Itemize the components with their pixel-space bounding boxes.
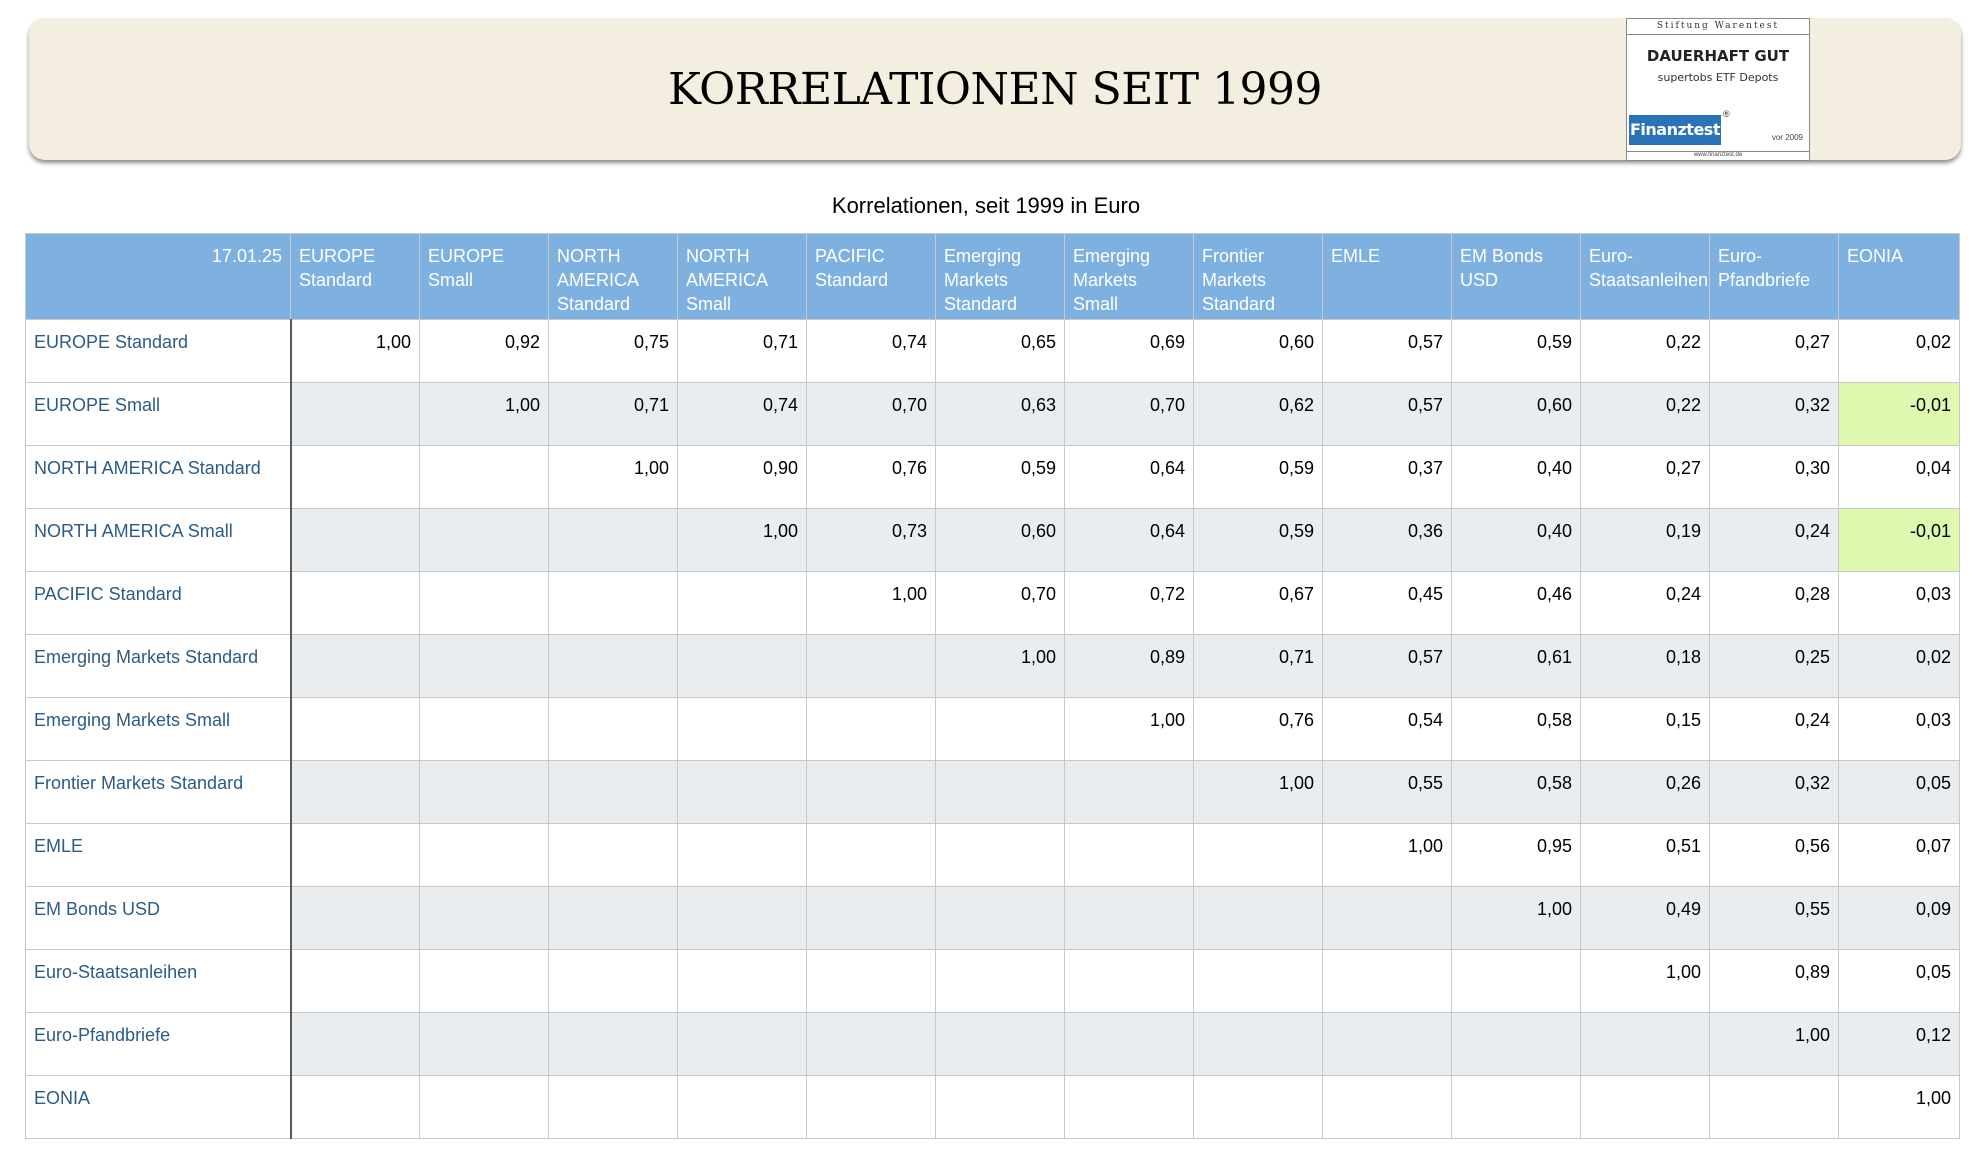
correlation-cell: 1,00 — [807, 572, 936, 635]
correlation-cell — [420, 950, 549, 1013]
correlation-cell: 0,59 — [1452, 320, 1581, 383]
correlation-cell: 1,00 — [1581, 950, 1710, 1013]
correlation-cell: 0,54 — [1323, 698, 1452, 761]
column-header: EMLE — [1323, 234, 1452, 320]
correlation-cell — [549, 509, 678, 572]
row-label: EONIA — [26, 1076, 291, 1139]
row-label: PACIFIC Standard — [26, 572, 291, 635]
correlation-cell — [549, 572, 678, 635]
correlation-cell — [1323, 950, 1452, 1013]
column-header: Frontier Markets Standard — [1194, 234, 1323, 320]
correlation-cell — [807, 950, 936, 1013]
correlation-cell: 0,59 — [1194, 446, 1323, 509]
correlation-cell — [549, 950, 678, 1013]
correlation-cell — [291, 887, 420, 950]
correlation-cell — [291, 383, 420, 446]
correlation-cell: 0,69 — [1065, 320, 1194, 383]
table-row — [26, 383, 1960, 446]
table-row — [26, 446, 1960, 509]
correlation-cell — [936, 1013, 1065, 1076]
row-label: NORTH AMERICA Standard — [26, 446, 291, 509]
correlation-cell — [678, 1076, 807, 1139]
correlation-cell: 1,00 — [1452, 887, 1581, 950]
correlation-cell: 1,00 — [291, 320, 420, 383]
correlation-cell: 0,65 — [936, 320, 1065, 383]
row-label: EUROPE Standard — [26, 320, 291, 383]
correlation-cell: 1,00 — [1065, 698, 1194, 761]
correlation-cell — [549, 824, 678, 887]
column-header: NORTH AMERICA Standard — [549, 234, 678, 320]
table-caption: Korrelationen, seit 1999 in Euro — [831, 193, 1141, 218]
correlation-cell: 0,95 — [1452, 824, 1581, 887]
table-body — [26, 320, 1960, 1139]
correlation-cell: 0,12 — [1839, 1013, 1960, 1076]
correlation-cell: 0,46 — [1452, 572, 1581, 635]
correlation-cell: 0,36 — [1323, 509, 1452, 572]
correlation-cell — [549, 1013, 678, 1076]
correlation-cell: 1,00 — [936, 635, 1065, 698]
correlation-cell: 0,71 — [1194, 635, 1323, 698]
column-header: EUROPE Small — [420, 234, 549, 320]
correlation-cell — [291, 950, 420, 1013]
correlation-cell: 0,74 — [678, 383, 807, 446]
correlation-cell — [936, 887, 1065, 950]
table-row — [26, 698, 1960, 761]
correlation-cell: 0,57 — [1323, 635, 1452, 698]
correlation-cell: 0,58 — [1452, 698, 1581, 761]
correlation-cell: -0,01 — [1839, 383, 1960, 446]
correlation-cell — [1065, 887, 1194, 950]
correlation-cell — [420, 635, 549, 698]
table-row — [26, 572, 1960, 635]
correlation-cell — [420, 887, 549, 950]
correlation-cell: 0,15 — [1581, 698, 1710, 761]
correlation-cell: 0,24 — [1710, 698, 1839, 761]
correlation-cell — [291, 509, 420, 572]
correlation-cell: 0,89 — [1710, 950, 1839, 1013]
correlation-cell: 0,22 — [1581, 383, 1710, 446]
correlation-cell — [1710, 1076, 1839, 1139]
correlation-cell: 0,70 — [807, 383, 936, 446]
correlation-cell: 0,07 — [1839, 824, 1960, 887]
correlation-cell: 0,05 — [1839, 950, 1960, 1013]
correlation-cell: 0,57 — [1323, 383, 1452, 446]
correlation-cell: 0,03 — [1839, 572, 1960, 635]
correlation-cell: 0,60 — [936, 509, 1065, 572]
correlation-cell — [1581, 1076, 1710, 1139]
correlation-cell — [807, 887, 936, 950]
correlation-cell — [1065, 761, 1194, 824]
correlation-cell: 1,00 — [1194, 761, 1323, 824]
correlation-table — [25, 233, 1960, 1139]
column-header: Emerging Markets Standard — [936, 234, 1065, 320]
correlation-cell: 0,71 — [549, 383, 678, 446]
correlation-cell — [291, 1013, 420, 1076]
correlation-cell — [1581, 1013, 1710, 1076]
correlation-cell: 0,49 — [1581, 887, 1710, 950]
correlation-cell: 0,74 — [807, 320, 936, 383]
correlation-cell: 0,40 — [1452, 509, 1581, 572]
stiftung-warentest-seal — [1626, 18, 1810, 161]
correlation-cell — [678, 950, 807, 1013]
correlation-cell — [420, 1013, 549, 1076]
correlation-cell: 0,59 — [936, 446, 1065, 509]
table-header-row — [26, 234, 1960, 320]
correlation-cell — [1194, 1076, 1323, 1139]
correlation-cell — [1065, 1076, 1194, 1139]
correlation-cell — [936, 950, 1065, 1013]
correlation-cell: 0,32 — [1710, 383, 1839, 446]
correlation-cell — [549, 887, 678, 950]
correlation-cell: 0,76 — [807, 446, 936, 509]
correlation-cell: 0,09 — [1839, 887, 1960, 950]
correlation-cell: 1,00 — [1839, 1076, 1960, 1139]
correlation-cell: 0,04 — [1839, 446, 1960, 509]
correlation-cell — [936, 824, 1065, 887]
correlation-cell — [1065, 824, 1194, 887]
correlation-cell: 0,64 — [1065, 446, 1194, 509]
correlation-cell — [1065, 950, 1194, 1013]
column-header: EONIA — [1839, 234, 1960, 320]
table-row — [26, 761, 1960, 824]
correlation-cell: 0,60 — [1452, 383, 1581, 446]
correlation-cell: 0,51 — [1581, 824, 1710, 887]
correlation-cell: 0,76 — [1194, 698, 1323, 761]
correlation-cell — [420, 572, 549, 635]
correlation-cell: 0,67 — [1194, 572, 1323, 635]
correlation-cell — [420, 1076, 549, 1139]
correlation-cell: 0,02 — [1839, 635, 1960, 698]
correlation-cell — [1323, 1013, 1452, 1076]
correlation-cell — [420, 509, 549, 572]
correlation-cell — [1194, 887, 1323, 950]
correlation-cell: 0,05 — [1839, 761, 1960, 824]
correlation-cell: 1,00 — [1323, 824, 1452, 887]
table-row — [26, 824, 1960, 887]
correlation-cell — [1194, 824, 1323, 887]
table-row — [26, 320, 1960, 383]
correlation-cell — [678, 887, 807, 950]
row-label: Frontier Markets Standard — [26, 761, 291, 824]
correlation-cell: 1,00 — [678, 509, 807, 572]
correlation-cell — [1065, 1013, 1194, 1076]
row-label: Euro-Staatsanleihen — [26, 950, 291, 1013]
correlation-cell — [678, 824, 807, 887]
row-label: Euro-Pfandbriefe — [26, 1013, 291, 1076]
correlation-cell — [291, 446, 420, 509]
correlation-cell: 0,72 — [1065, 572, 1194, 635]
row-label: NORTH AMERICA Small — [26, 509, 291, 572]
correlation-cell: 0,26 — [1581, 761, 1710, 824]
column-header: EM Bonds USD — [1452, 234, 1581, 320]
correlation-cell — [936, 761, 1065, 824]
table-row — [26, 887, 1960, 950]
correlation-cell: 0,70 — [936, 572, 1065, 635]
correlation-cell: 0,75 — [549, 320, 678, 383]
correlation-cell: 0,58 — [1452, 761, 1581, 824]
correlation-cell: 0,61 — [1452, 635, 1581, 698]
correlation-cell — [807, 761, 936, 824]
correlation-cell — [420, 446, 549, 509]
correlation-cell — [549, 698, 678, 761]
correlation-cell — [807, 824, 936, 887]
correlation-cell: 0,55 — [1323, 761, 1452, 824]
correlation-cell: 0,64 — [1065, 509, 1194, 572]
correlation-cell — [420, 824, 549, 887]
row-label: Emerging Markets Standard — [26, 635, 291, 698]
correlation-cell: 0,45 — [1323, 572, 1452, 635]
column-header: Euro-Staatsanleihen — [1581, 234, 1710, 320]
row-label: EM Bonds USD — [26, 887, 291, 950]
correlation-cell: 1,00 — [1710, 1013, 1839, 1076]
row-label: EMLE — [26, 824, 291, 887]
correlation-cell: 0,62 — [1194, 383, 1323, 446]
correlation-cell — [678, 1013, 807, 1076]
correlation-cell: 0,28 — [1710, 572, 1839, 635]
correlation-cell: 0,02 — [1839, 320, 1960, 383]
column-header: Euro-Pfandbriefe — [1710, 234, 1839, 320]
seal-url: www.finanztest.de — [1627, 151, 1809, 158]
correlation-cell — [936, 1076, 1065, 1139]
column-header: Emerging Markets Small — [1065, 234, 1194, 320]
row-label: EUROPE Small — [26, 383, 291, 446]
correlation-cell: 0,59 — [1194, 509, 1323, 572]
correlation-cell: 0,37 — [1323, 446, 1452, 509]
correlation-cell: 0,90 — [678, 446, 807, 509]
seal-year: vor 2009 — [1771, 133, 1803, 142]
correlation-cell — [549, 761, 678, 824]
correlation-cell — [936, 698, 1065, 761]
correlation-cell — [807, 635, 936, 698]
correlation-cell: 0,73 — [807, 509, 936, 572]
correlation-cell — [420, 761, 549, 824]
correlation-cell: 0,70 — [1065, 383, 1194, 446]
correlation-cell — [1452, 1013, 1581, 1076]
correlation-cell — [678, 698, 807, 761]
correlation-cell: 0,92 — [420, 320, 549, 383]
finanztest-logo: Finanztest — [1629, 115, 1721, 145]
correlation-cell: 0,55 — [1710, 887, 1839, 950]
correlation-cell — [1323, 1076, 1452, 1139]
correlation-cell — [291, 761, 420, 824]
correlation-cell: 0,63 — [936, 383, 1065, 446]
correlation-cell — [807, 1013, 936, 1076]
correlation-cell: 0,27 — [1710, 320, 1839, 383]
correlation-cell: 1,00 — [549, 446, 678, 509]
correlation-cell: 0,03 — [1839, 698, 1960, 761]
correlation-cell — [420, 698, 549, 761]
correlation-cell: 0,56 — [1710, 824, 1839, 887]
column-header: EUROPE Standard — [291, 234, 420, 320]
column-header: PACIFIC Standard — [807, 234, 936, 320]
correlation-cell — [291, 698, 420, 761]
correlation-cell: -0,01 — [1839, 509, 1960, 572]
table-row — [26, 1013, 1960, 1076]
correlation-cell: 0,71 — [678, 320, 807, 383]
correlation-cell — [549, 635, 678, 698]
correlation-cell — [291, 635, 420, 698]
table-row — [26, 950, 1960, 1013]
seal-headline: DAUERHAFT GUT — [1646, 47, 1790, 65]
correlation-cell — [291, 824, 420, 887]
correlation-cell: 0,24 — [1710, 509, 1839, 572]
correlation-cell: 0,24 — [1581, 572, 1710, 635]
correlation-cell — [1194, 950, 1323, 1013]
correlation-cell — [291, 572, 420, 635]
table-row — [26, 509, 1960, 572]
table-row — [26, 1076, 1960, 1139]
correlation-cell: 0,57 — [1323, 320, 1452, 383]
correlation-cell — [678, 572, 807, 635]
correlation-cell — [678, 635, 807, 698]
table-row — [26, 635, 1960, 698]
correlation-cell — [1194, 1013, 1323, 1076]
correlation-cell: 0,32 — [1710, 761, 1839, 824]
correlation-cell: 0,18 — [1581, 635, 1710, 698]
correlation-cell — [1452, 950, 1581, 1013]
correlation-cell: 0,22 — [1581, 320, 1710, 383]
correlation-cell — [807, 1076, 936, 1139]
correlation-cell: 1,00 — [420, 383, 549, 446]
page-title: KORRELATIONEN SEIT 1999 — [667, 63, 1323, 115]
registered-mark-icon: ® — [1723, 109, 1730, 119]
correlation-cell — [291, 1076, 420, 1139]
seal-subtitle: supertobs ETF Depots — [1657, 71, 1779, 84]
date-header: 17.01.25 — [26, 234, 291, 320]
correlation-cell: 0,60 — [1194, 320, 1323, 383]
correlation-cell: 0,40 — [1452, 446, 1581, 509]
seal-brand: Stiftung Warentest — [1627, 19, 1809, 35]
correlation-cell — [1452, 1076, 1581, 1139]
row-label: Emerging Markets Small — [26, 698, 291, 761]
correlation-cell: 0,19 — [1581, 509, 1710, 572]
correlation-cell: 0,25 — [1710, 635, 1839, 698]
correlation-cell — [678, 761, 807, 824]
correlation-cell — [549, 1076, 678, 1139]
correlation-cell: 0,89 — [1065, 635, 1194, 698]
column-header: NORTH AMERICA Small — [678, 234, 807, 320]
correlation-cell — [1323, 887, 1452, 950]
correlation-cell: 0,30 — [1710, 446, 1839, 509]
correlation-cell — [807, 698, 936, 761]
correlation-cell: 0,27 — [1581, 446, 1710, 509]
